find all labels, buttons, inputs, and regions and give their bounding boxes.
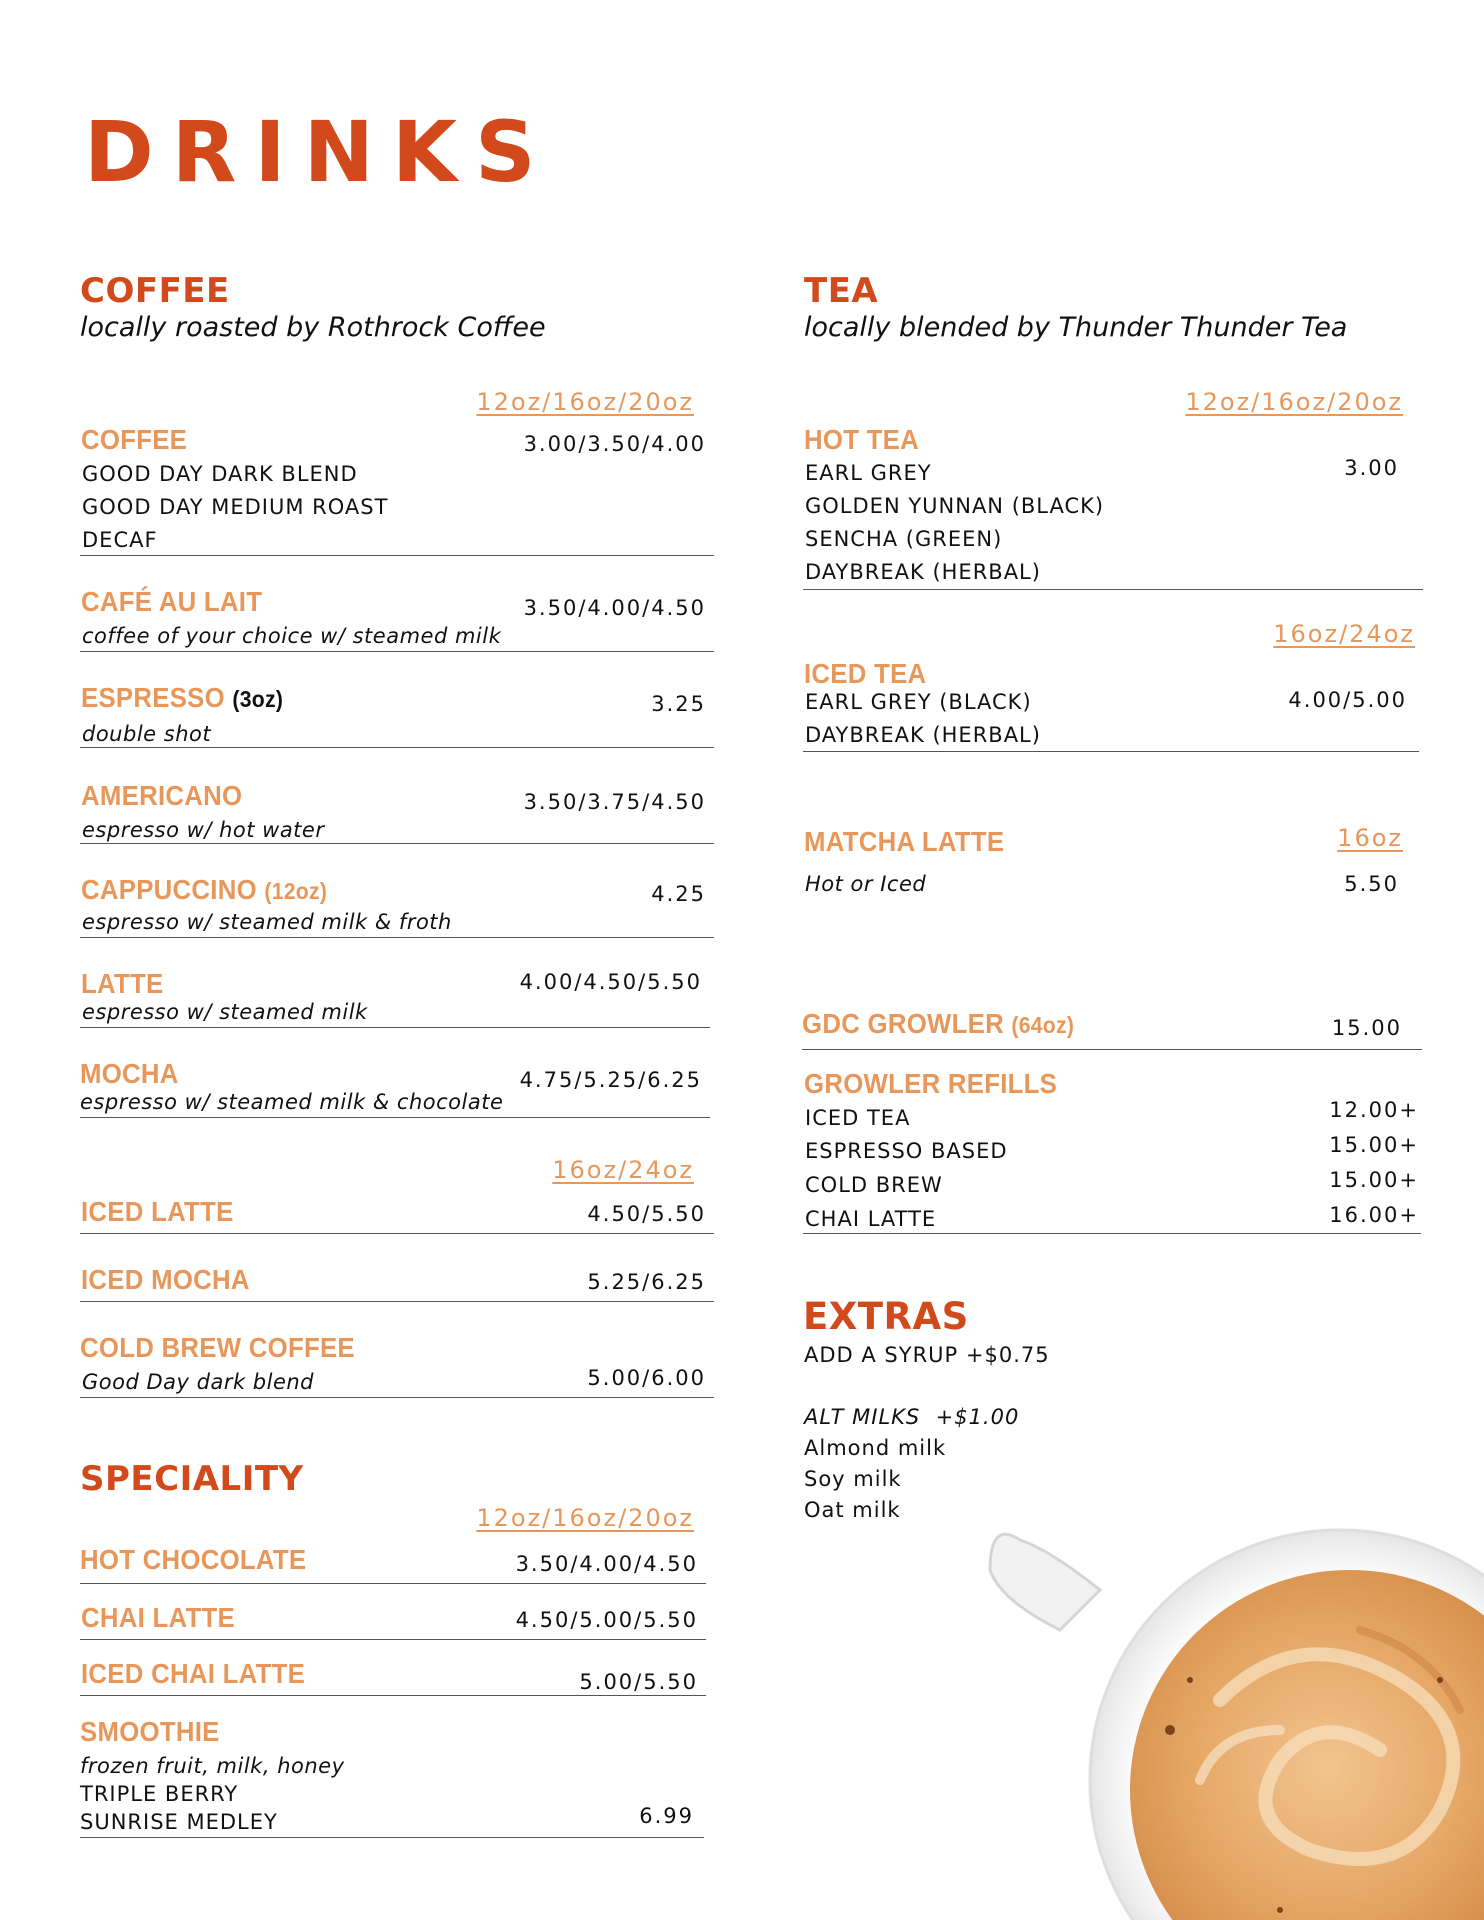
menu-item-growler: [802, 1008, 1422, 1050]
item-line: EARL GREY: [805, 461, 932, 485]
menu-item-hot-chocolate: [80, 1544, 706, 1584]
item-line: DECAF: [82, 528, 158, 552]
menu-item-growler-refills: [803, 1068, 1421, 1234]
item-desc: espresso w/ steamed milk: [82, 1000, 368, 1024]
item-desc: espresso w/ hot water: [82, 818, 325, 842]
menu-item-matcha-latte: [803, 824, 1423, 904]
refill-price: 12.00+: [1329, 1098, 1419, 1122]
item-price: 3.00: [1344, 456, 1399, 480]
extras-syrup: ADD A SYRUP +$0.75: [804, 1343, 1050, 1367]
item-line: DAYBREAK (HERBAL): [805, 723, 1041, 747]
item-line: GOOD DAY DARK BLEND: [82, 462, 358, 486]
page-title: DRINKS: [84, 103, 554, 201]
refill-label: ESPRESSO BASED: [805, 1139, 1008, 1163]
item-name: GDC GROWLER (64oz): [802, 1008, 1075, 1039]
item-name: AMERICANO: [81, 780, 243, 811]
item-price: 5.00/6.00: [587, 1366, 706, 1390]
coffee-subtitle: locally roasted by Rothrock Coffee: [80, 312, 546, 343]
refill-label: ICED TEA: [805, 1106, 911, 1130]
item-line: EARL GREY (BLACK): [805, 690, 1032, 714]
tea-sizes-matcha: 16oz: [1337, 824, 1403, 852]
item-line: GOLDEN YUNNAN (BLACK): [805, 494, 1105, 518]
item-name: MOCHA: [80, 1058, 179, 1089]
menu-item-cafe-au-lait: [80, 586, 714, 652]
item-price: 15.00: [1331, 1016, 1402, 1040]
item-desc: Hot or Iced: [805, 872, 927, 896]
item-price: 3.50/3.75/4.50: [523, 790, 706, 814]
menu-item-iced-chai-latte: [80, 1658, 706, 1696]
item-name: COLD BREW COFFEE: [80, 1332, 355, 1363]
item-price: 5.25/6.25: [587, 1270, 706, 1294]
menu-item-iced-tea: [803, 656, 1419, 752]
item-name: MATCHA LATTE: [804, 826, 1005, 857]
extras-alt-milks: ALT MILKS +$1.00: [804, 1405, 1020, 1429]
item-price: 4.50/5.00/5.50: [515, 1608, 698, 1632]
menu-item-mocha: [80, 1058, 710, 1118]
item-price: 5.50: [1344, 872, 1399, 896]
tea-sizes-iced: 16oz/24oz: [1273, 620, 1415, 648]
item-desc: espresso w/ steamed milk & chocolate: [80, 1090, 504, 1114]
item-price: 5.00/5.50: [579, 1670, 698, 1694]
tea-heading: TEA: [804, 271, 879, 311]
item-price: 4.75/5.25/6.25: [519, 1068, 702, 1092]
refill-label: COLD BREW: [805, 1173, 943, 1197]
extras-milk: Soy milk: [804, 1467, 902, 1491]
menu-item-chai-latte: [80, 1602, 706, 1640]
item-desc: double shot: [82, 722, 212, 746]
menu-item-latte: [80, 966, 710, 1028]
item-price: 3.50/4.00/4.50: [523, 596, 706, 620]
item-line: TRIPLE BERRY: [80, 1782, 239, 1806]
speciality-sizes: 12oz/16oz/20oz: [476, 1504, 694, 1532]
menu-item-iced-latte: [80, 1196, 714, 1234]
item-name: CHAI LATTE: [81, 1602, 235, 1633]
item-price: 3.50/4.00/4.50: [515, 1552, 698, 1576]
tea-sizes-hot: 12oz/16oz/20oz: [1185, 388, 1403, 416]
item-name: ICED MOCHA: [81, 1264, 250, 1295]
item-line: SUNRISE MEDLEY: [80, 1810, 278, 1834]
item-price: 6.99: [639, 1804, 694, 1828]
menu-item-hot-tea: [803, 420, 1423, 590]
speciality-heading: SPECIALITY: [80, 1459, 304, 1499]
tea-subtitle: locally blended by Thunder Thunder Tea: [804, 312, 1348, 343]
item-desc: coffee of your choice w/ steamed milk: [82, 624, 502, 648]
menu-item-espresso: [80, 682, 714, 748]
item-name: ICED LATTE: [81, 1196, 234, 1227]
item-price: 3.25: [651, 692, 706, 716]
item-desc: Good Day dark blend: [82, 1370, 315, 1394]
item-price: 4.50/5.50: [587, 1202, 706, 1226]
item-name: COFFEE: [81, 424, 188, 455]
item-name: LATTE: [81, 968, 164, 999]
extras-milk: Oat milk: [804, 1498, 901, 1522]
item-name: GROWLER REFILLS: [804, 1068, 1058, 1099]
item-line: GOOD DAY MEDIUM ROAST: [82, 495, 389, 519]
coffee-column: [80, 0, 714, 1920]
item-price: 4.00/5.00: [1288, 688, 1407, 712]
item-name: ESPRESSO (3oz): [81, 682, 284, 713]
menu-item-americano: [80, 778, 714, 844]
item-price: 4.25: [651, 882, 706, 906]
menu-item-coffee: [80, 420, 714, 556]
item-desc: frozen fruit, milk, honey: [80, 1754, 345, 1778]
item-price: 3.00/3.50/4.00: [523, 432, 706, 456]
menu-item-cold-brew: [80, 1332, 714, 1398]
item-name: ICED CHAI LATTE: [81, 1658, 306, 1689]
extras-heading: EXTRAS: [803, 1295, 969, 1338]
item-name: CAPPUCCINO (12oz): [81, 874, 328, 905]
coffee-heading: COFFEE: [80, 271, 230, 311]
item-price: 4.00/4.50/5.50: [519, 970, 702, 994]
item-line: SENCHA (GREEN): [805, 527, 1003, 551]
coffee-sizes-iced: 16oz/24oz: [552, 1156, 694, 1184]
refill-label: CHAI LATTE: [805, 1207, 937, 1231]
refill-price: 15.00+: [1329, 1168, 1419, 1192]
menu-item-cappuccino: [80, 872, 714, 938]
item-name: HOT CHOCOLATE: [80, 1544, 307, 1575]
coffee-cup-icon: [980, 1480, 1484, 1920]
coffee-sizes-hot: 12oz/16oz/20oz: [476, 388, 694, 416]
item-desc: espresso w/ steamed milk & froth: [82, 910, 452, 934]
item-line: DAYBREAK (HERBAL): [805, 560, 1041, 584]
item-name: CAFÉ AU LAIT: [81, 586, 263, 617]
item-name: ICED TEA: [804, 658, 927, 689]
refill-price: 16.00+: [1329, 1203, 1419, 1227]
item-name: HOT TEA: [804, 424, 919, 455]
menu-item-smoothie: [80, 1716, 704, 1838]
extras-milk: Almond milk: [804, 1436, 947, 1460]
item-name: SMOOTHIE: [80, 1716, 220, 1747]
refill-price: 15.00+: [1329, 1133, 1419, 1157]
menu-item-iced-mocha: [80, 1264, 714, 1302]
